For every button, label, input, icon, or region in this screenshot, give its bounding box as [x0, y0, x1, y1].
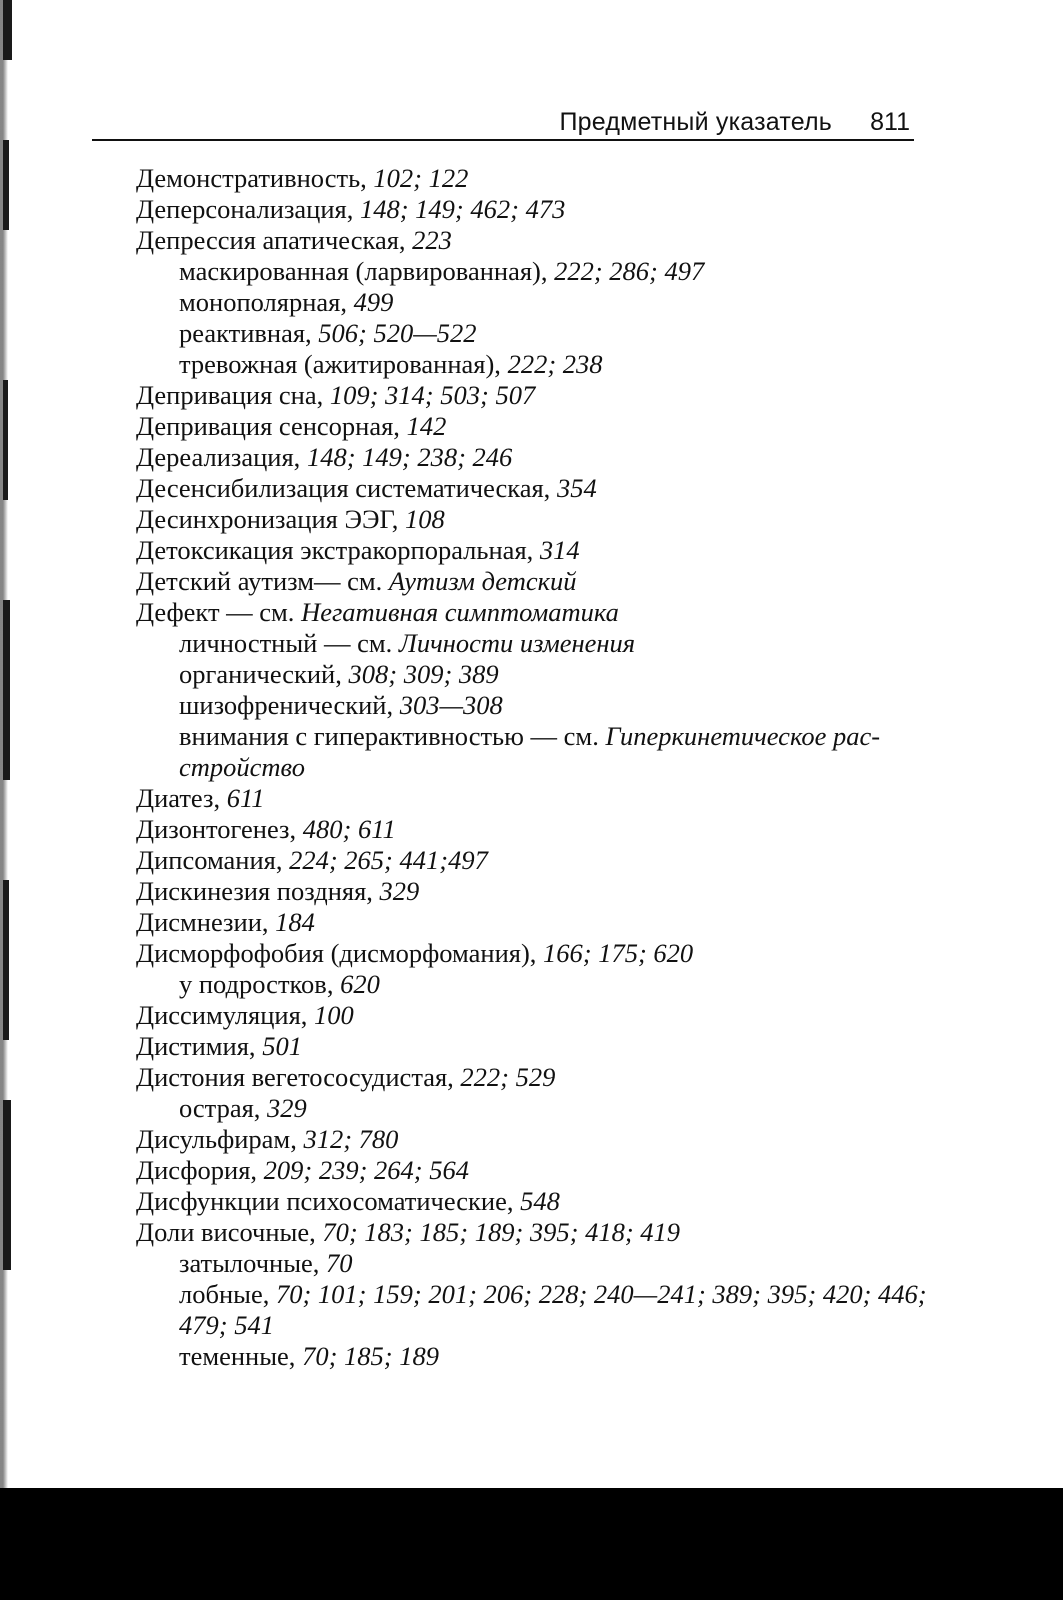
entry-page-refs: 501: [262, 1031, 302, 1061]
index-subentry: [136, 1341, 916, 1372]
entry-page-refs: 70; 185; 189: [302, 1341, 439, 1371]
index-entry: [136, 814, 916, 845]
entry-page-refs: 303—308: [399, 690, 503, 720]
page-spine-shadow: [0, 0, 22, 1560]
entry-term: у подростков,: [179, 969, 341, 999]
index-subentry: [136, 287, 916, 318]
index-entry: [136, 1155, 916, 1186]
entry-term: Демонстративность,: [136, 163, 374, 193]
entry-page-refs: 166; 175; 620: [543, 938, 694, 968]
entry-page-refs: 222; 529: [460, 1062, 556, 1092]
index-subentry: [136, 1279, 927, 1310]
entry-page-refs: 222; 286; 497: [554, 256, 705, 286]
entry-page-refs: 142: [406, 411, 447, 441]
index-subentry: [136, 969, 916, 1000]
entry-term: реактивная,: [179, 318, 319, 348]
entry-term: Дизонтогенез,: [136, 814, 303, 844]
index-entry: [136, 473, 916, 504]
entry-page-refs: 548: [520, 1186, 560, 1216]
entry-page-refs: 620: [340, 969, 380, 999]
entry-page-refs: 223: [412, 225, 452, 255]
entry-page-refs: 308; 309; 389: [348, 659, 499, 689]
running-head-title: Предметный указатель: [559, 108, 832, 136]
entry-term: Дисмнезии,: [136, 907, 276, 937]
entry-term: Дистония вегетососудистая,: [136, 1062, 461, 1092]
entry-term: Деперсонализация,: [136, 194, 360, 224]
entry-term: Депривация сенсорная,: [136, 411, 407, 441]
entry-term: тревожная (ажитированная),: [179, 349, 508, 379]
entry-term: Депрессия апатическая,: [136, 225, 413, 255]
entry-term: Дискинезия поздняя,: [136, 876, 380, 906]
index-entry: [136, 597, 916, 628]
entry-term: Дипсомания,: [136, 845, 290, 875]
index-subentry: [136, 1310, 916, 1341]
spine-mark: [3, 600, 10, 780]
entry-page-refs: 70; 101; 159; 201; 206; 228; 240—241; 389; 395; 420; 446;: [275, 1279, 927, 1309]
entry-term: Дисморфофобия (дисморфомания),: [136, 938, 544, 968]
page-number: 811: [870, 108, 910, 136]
entry-page-refs: 329: [379, 876, 420, 906]
entry-page-refs: стройство: [179, 752, 305, 782]
index-entry: [136, 163, 916, 194]
entry-page-refs: 184: [275, 907, 315, 937]
entry-term: Дисфория,: [136, 1155, 264, 1185]
index-entry: [136, 442, 916, 473]
entry-page-refs: 70: [326, 1248, 353, 1278]
entry-page-refs: Личности изменения: [398, 628, 636, 658]
spine-mark: [3, 880, 9, 1040]
entry-term: шизофренический,: [179, 690, 400, 720]
index-subentry: [136, 256, 916, 287]
spine-mark: [3, 380, 8, 500]
index-entry: [136, 845, 916, 876]
index-entry: [136, 535, 916, 566]
index-subentry: [136, 349, 916, 380]
index-entry: [136, 1217, 916, 1248]
entry-page-refs: 480; 611: [302, 814, 396, 844]
index-subentry: [136, 628, 916, 659]
spine-mark: [3, 140, 9, 230]
entry-term: Дереализация,: [136, 442, 307, 472]
entry-term: Доли височные,: [136, 1217, 323, 1247]
entry-term: Дефект — см.: [136, 597, 302, 627]
entry-term: Дистимия,: [136, 1031, 263, 1061]
index-entry: [136, 225, 916, 256]
running-head: [92, 105, 914, 141]
entry-page-refs: 506; 520—522: [318, 318, 477, 348]
entry-page-refs: 102; 122: [373, 163, 469, 193]
index-entry: [136, 1000, 916, 1031]
entry-term: острая,: [179, 1093, 268, 1123]
index-subentry: [136, 721, 916, 752]
entry-term: личностный — см.: [179, 628, 399, 658]
index-entry: [136, 1031, 916, 1062]
entry-page-refs: Негативная симптоматика: [301, 597, 619, 627]
entry-term: Детский аутизм— см.: [136, 566, 389, 596]
entry-term: затылочные,: [179, 1248, 327, 1278]
entry-page-refs: 499: [353, 287, 394, 317]
entry-term: лобные,: [179, 1279, 276, 1309]
index-entry: [136, 938, 916, 969]
entry-term: Депривация сна,: [136, 380, 330, 410]
index-subentry: [136, 690, 916, 721]
entry-page-refs: 611: [226, 783, 265, 813]
index-entry: [136, 1124, 916, 1155]
entry-page-refs: 109; 314; 503; 507: [329, 380, 536, 410]
entry-term: Десинхронизация ЭЭГ,: [136, 504, 406, 534]
index-entry: [136, 504, 916, 535]
entry-page-refs: 354: [556, 473, 597, 503]
entry-term: маскированная (ларвированная),: [179, 256, 555, 286]
entry-term: органический,: [179, 659, 349, 689]
entry-term: Диатез,: [136, 783, 227, 813]
index-entry: [136, 380, 916, 411]
entry-term: Дисфункции психосоматические,: [136, 1186, 521, 1216]
entry-term: монополярная,: [179, 287, 354, 317]
index-entry-list: [136, 163, 927, 1372]
index-subentry: [136, 1093, 916, 1124]
entry-term: Детоксикация экстракорпоральная,: [136, 535, 540, 565]
entry-page-refs: 100: [314, 1000, 354, 1030]
index-entry: [136, 907, 916, 938]
entry-page-refs: 70; 183; 185; 189; 395; 418; 419: [322, 1217, 681, 1247]
entry-page-refs: 209; 239; 264; 564: [263, 1155, 469, 1185]
index-entry: [136, 1062, 916, 1093]
index-subentry: [136, 752, 916, 783]
entry-term: Десенсибилизация систематическая,: [136, 473, 557, 503]
spine-mark: [3, 0, 12, 60]
index-entry: [136, 194, 916, 225]
entry-page-refs: 479; 541: [179, 1310, 274, 1340]
index-subentry: [136, 1248, 916, 1279]
entry-page-refs: 314: [539, 535, 580, 565]
scan-bottom-edge: [0, 1488, 1063, 1600]
entry-page-refs: 329: [267, 1093, 307, 1123]
index-entry: [136, 566, 916, 597]
index-entry: [136, 783, 916, 814]
entry-page-refs: Аутизм детский: [388, 566, 577, 596]
entry-term: Дисульфирам,: [136, 1124, 304, 1154]
entry-term: теменные,: [179, 1341, 303, 1371]
spine-mark: [3, 1100, 11, 1270]
entry-page-refs: 108: [405, 504, 445, 534]
entry-page-refs: 224; 265; 441;497: [289, 845, 488, 875]
index-entry: [136, 876, 916, 907]
entry-page-refs: 148; 149; 238; 246: [306, 442, 513, 472]
index-entry: [136, 411, 916, 442]
index-subentry: [136, 659, 916, 690]
entry-page-refs: Гиперкинетическое рас-: [605, 721, 881, 751]
entry-term: Диссимуляция,: [136, 1000, 315, 1030]
index-entry: [136, 1186, 916, 1217]
entry-page-refs: 222; 238: [507, 349, 603, 379]
entry-term: внимания с гиперактивностью — см.: [179, 721, 606, 751]
entry-page-refs: 148; 149; 462; 473: [359, 194, 566, 224]
entry-page-refs: 312; 780: [303, 1124, 399, 1154]
index-subentry: [136, 318, 916, 349]
